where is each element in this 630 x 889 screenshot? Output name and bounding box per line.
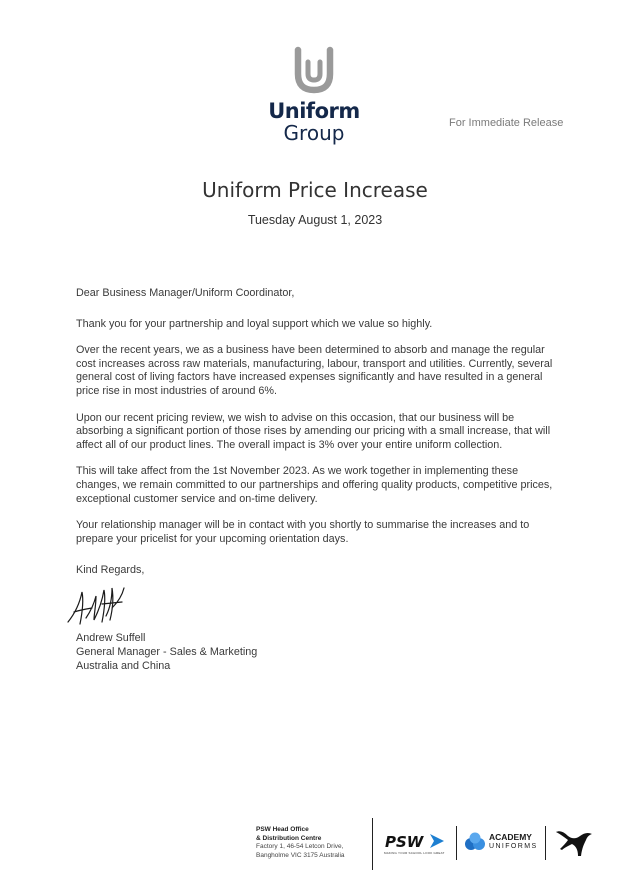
academy-uniforms-wordmark	[489, 833, 538, 851]
paragraph-thanks: Thank you for your partnership and loyal support which we value so highly.	[76, 317, 433, 330]
footer-divider-2	[456, 826, 457, 860]
handwritten-signature	[66, 582, 130, 630]
academy-logo-icon	[464, 832, 486, 852]
paragraph-effective-date: This will take affect from the 1st November 2023. As we work together in implementing these changes, we remain committed to our partnerships and offering quality products, competitive prices, exceptional customer service and on-time delivery.	[76, 465, 553, 505]
signer-block	[76, 631, 257, 673]
salutation: Dear Business Manager/Uniform Coordinator,	[76, 287, 295, 299]
release-note: For Immediate Release	[449, 117, 564, 129]
page-title: Uniform Price Increase	[202, 178, 428, 202]
puma-cat-icon	[554, 826, 594, 858]
paragraph-relationship-manager: Your relationship manager will be in contact with you shortly to summarise the increases and to prepare your pricelist for your upcoming orientation days.	[76, 519, 530, 545]
release-date: Tuesday August 1, 2023	[247, 213, 383, 227]
logo-word-uniform: Uniform	[268, 99, 360, 123]
logo-word-group: Group	[283, 121, 345, 145]
signer-title: General Manager - Sales & Marketing	[76, 646, 258, 658]
signer-region: Australia and China	[76, 660, 171, 672]
signer-name: Andrew Suffell	[76, 632, 146, 644]
letter-body	[76, 287, 556, 559]
paragraph-pricing-review: Upon our recent pricing review, we wish to advise on this occasion, that our business will be absorbing a significant portion of those rises by amending our pricing with a small increase, that will affect all of our product lines. The overall impact is 3% over your entire uniform collection.	[76, 411, 551, 451]
closing: Kind Regards,	[76, 564, 145, 576]
academy-line-2: UNIFORMS	[489, 843, 538, 850]
footer-divider-3	[545, 826, 546, 860]
academy-line-1: ACADEMY	[489, 832, 532, 842]
office-line-1: PSW Head Office	[256, 826, 309, 833]
footer-address	[256, 826, 345, 860]
psw-logo	[384, 832, 446, 852]
uniform-group-logo	[262, 38, 366, 144]
uniform-group-u-icon	[291, 38, 337, 98]
svg-text:PSW: PSW	[385, 833, 424, 851]
address-line-1: Factory 1, 46-54 Letcon Drive,	[256, 843, 344, 850]
paragraph-cost-increases: Over the recent years, we as a business have been determined to absorb and manage the regular cost increases across raw materials, manufacturing, labour, transport and utilities. Currently, several general cost of living factors have increased expenses significantly and have resulted in a general price rise in most industries of around 6%.	[76, 344, 553, 397]
footer-divider-1	[372, 818, 373, 870]
office-line-2: & Distribution Centre	[256, 834, 322, 842]
address-line-2: Bangholme VIC 3175 Australia	[256, 851, 345, 859]
psw-tagline: MAKING YOUR SCHOOL LOOK GREAT	[384, 851, 445, 855]
